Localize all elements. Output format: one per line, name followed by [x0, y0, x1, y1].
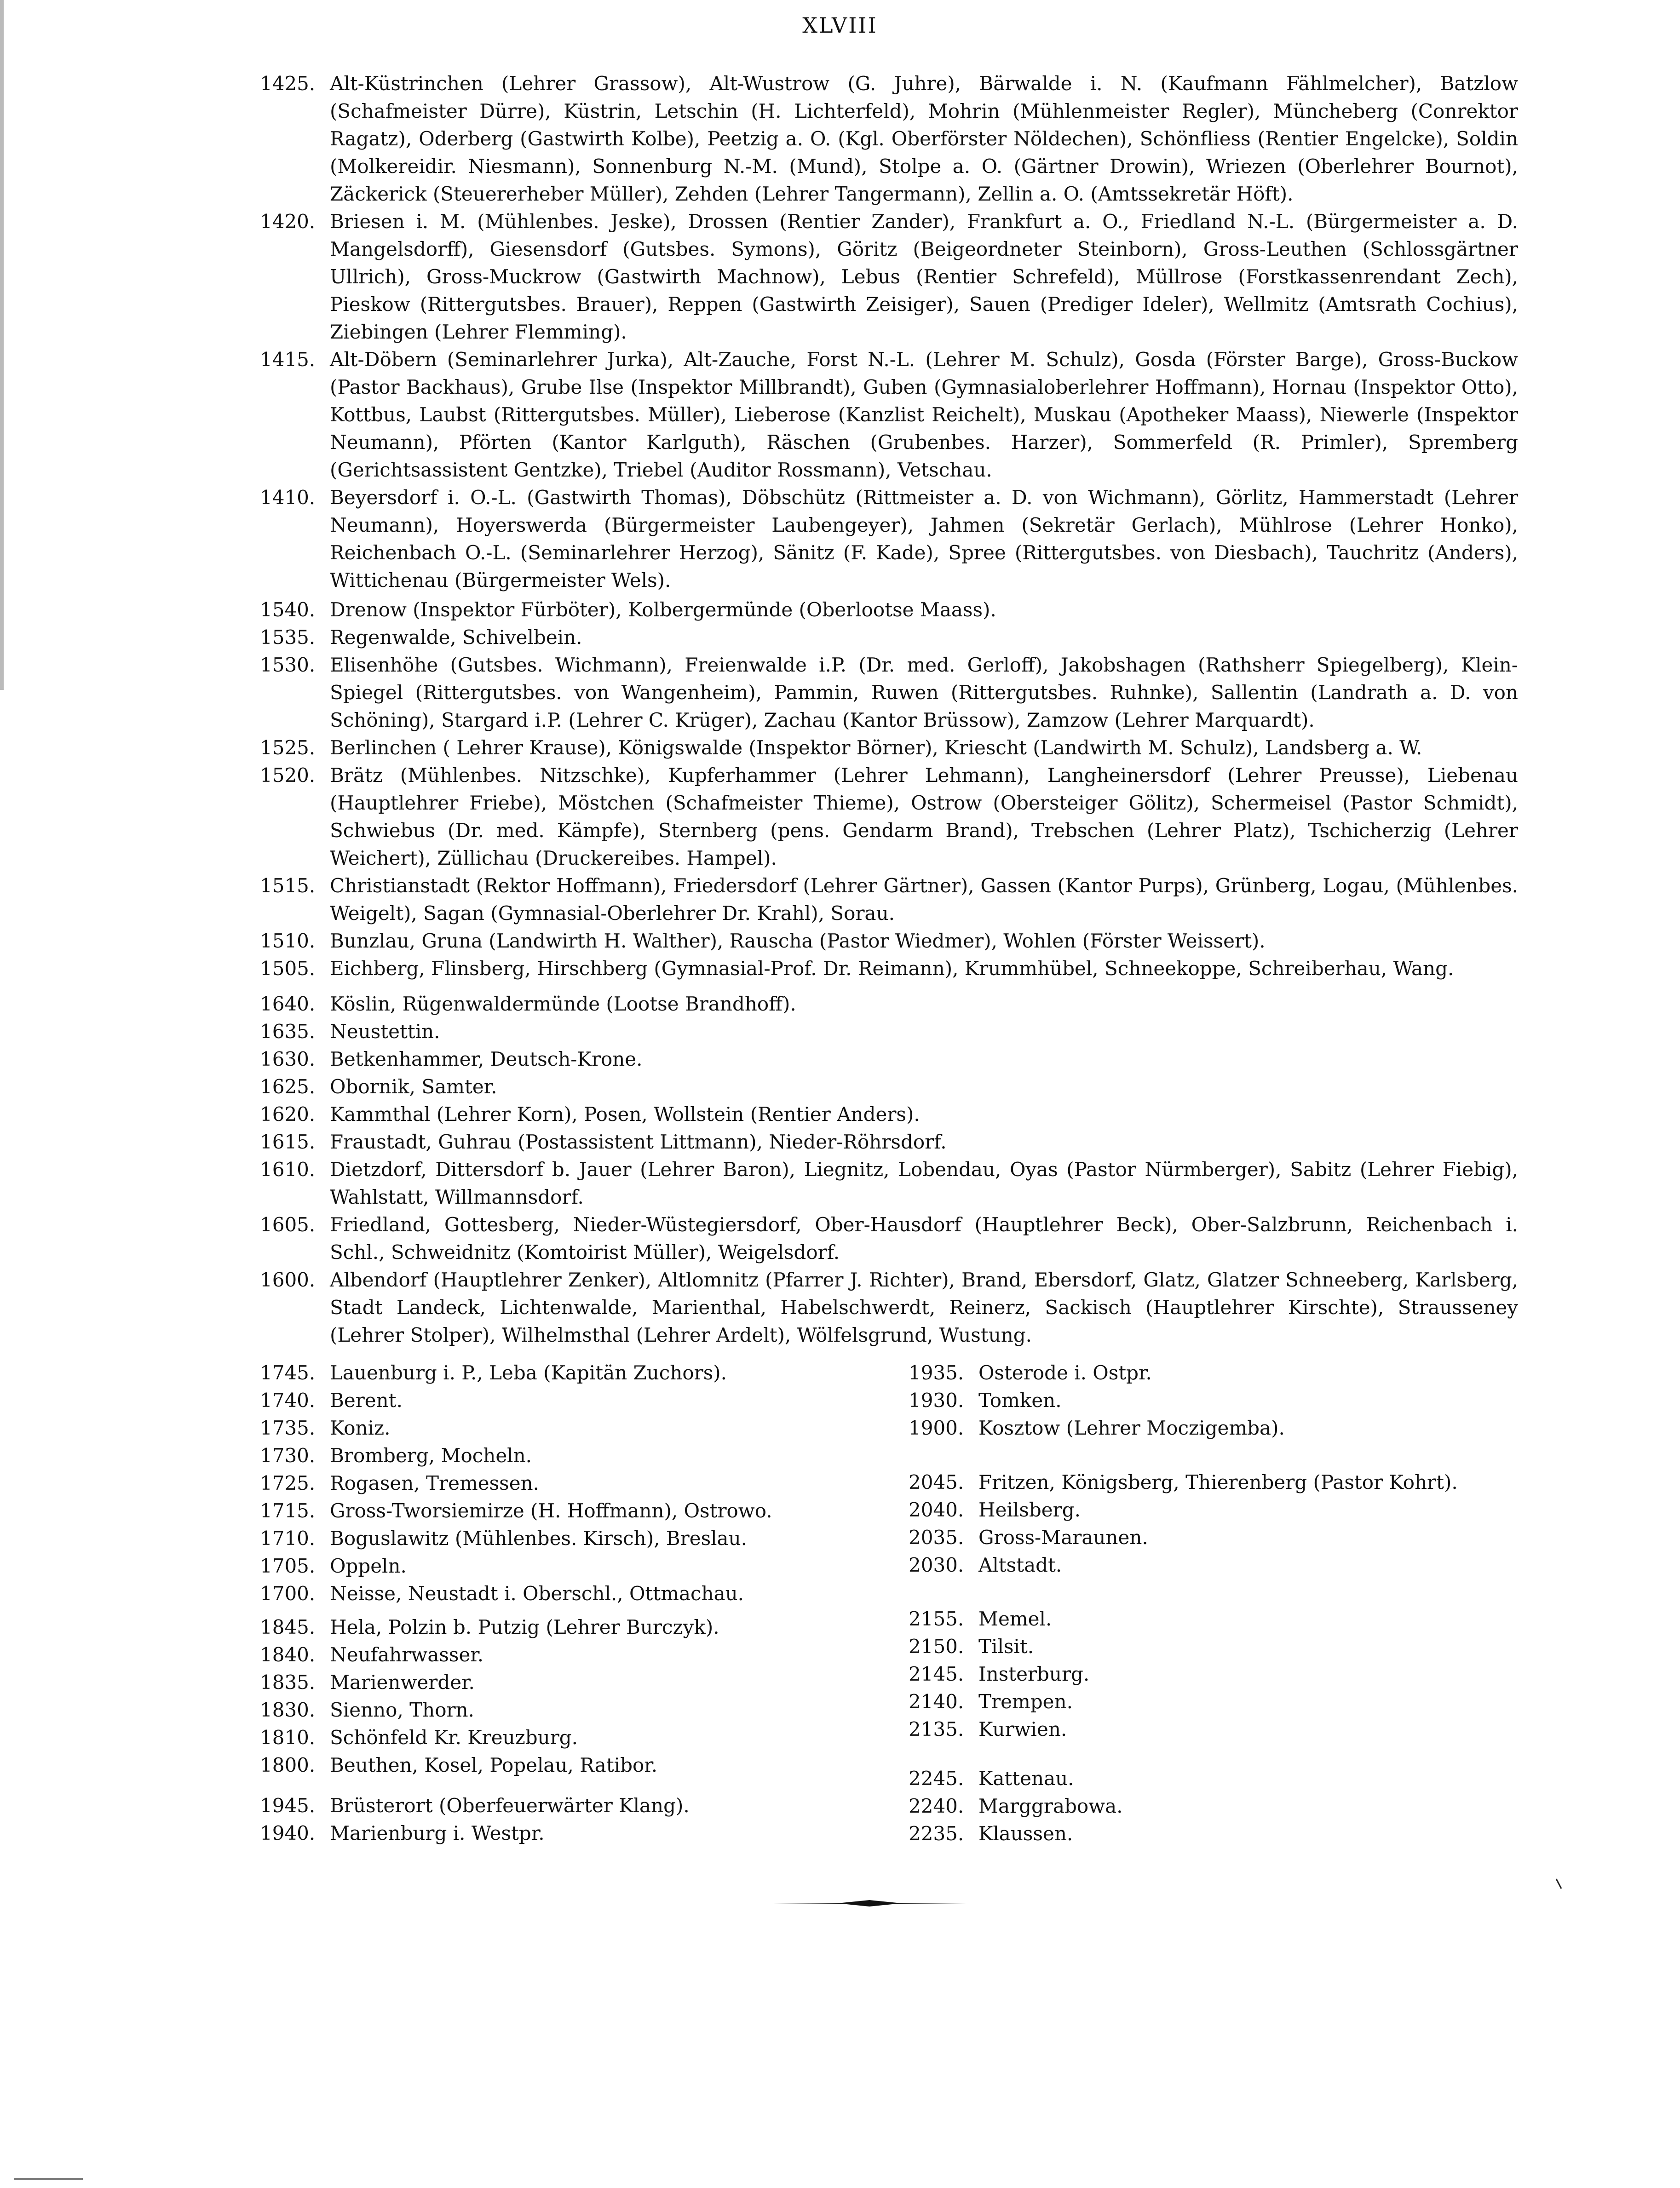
list-item: [909, 1359, 1520, 1387]
scan-edge-mark: [0, 0, 4, 690]
entry-text: Marggrabowa.: [978, 1795, 1123, 1817]
entry-text: Heilsberg.: [978, 1499, 1081, 1521]
end-ornament: [773, 1898, 966, 1909]
list-item: [260, 1614, 895, 1641]
list-item: [260, 1525, 895, 1552]
entry-code: 1730.: [260, 1444, 316, 1467]
right-column-group-2: [909, 1469, 1520, 1579]
entry-text: Dietzdorf, Dittersdorf b. Jauer (Lehrer Baron), Liegnitz, Lobendau, Oyas (Pastor Nürmberger), Sabitz (Lehrer Fiebig), Wahlstatt, Willmannsdorf.: [330, 1158, 1518, 1208]
entry-text: Marienburg i. Westpr.: [330, 1822, 545, 1844]
list-item: [260, 1696, 895, 1724]
entry-text: Bunzlau, Gruna (Landwirth H. Walther), Rauscha (Pastor Wiedmer), Wohlen (Förster Weissert).: [330, 930, 1266, 952]
entry-code: 1800.: [260, 1754, 316, 1776]
entry-code: 2245.: [909, 1767, 964, 1790]
entry-code: 1930.: [909, 1389, 964, 1412]
list-item: [260, 346, 1518, 484]
entry-text: Insterburg.: [978, 1663, 1090, 1685]
entry-text: Neufahrwasser.: [330, 1643, 484, 1666]
list-item: [909, 1387, 1520, 1414]
entry-text: Osterode i. Ostpr.: [978, 1361, 1152, 1384]
entry-code: 1840.: [260, 1643, 316, 1666]
entry-code: 1835.: [260, 1671, 316, 1694]
entry-code: 1705.: [260, 1555, 316, 1577]
entry-code: 2030.: [909, 1554, 964, 1576]
entry-code: 1535.: [260, 626, 316, 649]
entry-text: Elisenhöhe (Gutsbes. Wichmann), Freienwalde i.P. (Dr. med. Gerloff), Jakobshagen (Rathsherr Spiegelberg), Klein-Spiegel (Rittergutsbes. von Wangenheim), Pammin, Ruwen (Rittergutsbes. Ruhnke), Sallentin (Landrath a. D. von Schöning), Stargard i.P. (Lehrer C. Krüger), Zachau (Kantor Brüssow), Zamzow (Lehrer Marquardt).: [330, 654, 1518, 731]
entry-text: Altstadt.: [978, 1554, 1062, 1576]
entry-code: 1600.: [260, 1269, 316, 1291]
list-item: [260, 1359, 895, 1387]
entry-text: Kattenau.: [978, 1767, 1074, 1790]
entry-text: Koniz.: [330, 1417, 391, 1439]
list-item: [260, 1414, 895, 1442]
list-item: [260, 1045, 1518, 1073]
section-brandenburg-lausitz: [260, 70, 1518, 594]
list-item: [260, 484, 1518, 594]
entry-text: Marienwerder.: [330, 1671, 475, 1694]
entry-text: Kurwien.: [978, 1718, 1067, 1740]
entry-text: Klaussen.: [978, 1822, 1073, 1845]
entry-code: 1940.: [260, 1822, 316, 1844]
entry-code: 1945.: [260, 1794, 316, 1817]
entry-code: 1420.: [260, 210, 316, 233]
list-item: [909, 1496, 1520, 1524]
entry-text: Albendorf (Hauptlehrer Zenker), Altlomnitz (Pfarrer J. Richter), Brand, Ebersdorf, Glatz, Glatzer Schneeberg, Karlsberg, Stadt Landeck, Lichtenwalde, Marienthal, Habelschwerdt, Reinerz, Sackisch (Hauptlehrer Kirschte), Strausseney (Lehrer Stolper), Wilhelmsthal (Lehrer Ardelt), Wölfelsgrund, Wustung.: [330, 1269, 1518, 1346]
list-item: [260, 1552, 895, 1580]
entry-text: Tomken.: [978, 1389, 1062, 1412]
entry-text: Trempen.: [978, 1690, 1073, 1713]
list-item: [260, 762, 1518, 872]
entry-code: 1745.: [260, 1361, 316, 1384]
entry-code: 1515.: [260, 874, 316, 897]
entry-code: 2140.: [909, 1690, 964, 1713]
list-item: [260, 990, 1518, 1018]
list-item: [260, 208, 1518, 346]
entry-text: Memel.: [978, 1608, 1052, 1630]
entry-code: 1935.: [909, 1361, 964, 1384]
list-item: [260, 1470, 895, 1497]
entry-text: Kammthal (Lehrer Korn), Posen, Wollstein (Rentier Anders).: [330, 1103, 920, 1126]
entry-code: 1740.: [260, 1389, 316, 1412]
entry-code: 1605.: [260, 1213, 316, 1236]
entry-code: 1700.: [260, 1582, 316, 1605]
entry-code: 1620.: [260, 1103, 316, 1126]
entry-code: 1530.: [260, 654, 316, 676]
entry-code: 1520.: [260, 764, 316, 787]
page-number: XLVIII: [802, 13, 878, 38]
entry-text: Regenwalde, Schivelbein.: [330, 626, 582, 649]
entry-text: Neustettin.: [330, 1020, 440, 1043]
entry-text: Lauenburg i. P., Leba (Kapitän Zuchors).: [330, 1361, 727, 1384]
entry-code: 1810.: [260, 1726, 316, 1749]
list-item: [260, 1156, 1518, 1211]
entry-text: Tilsit.: [978, 1635, 1034, 1658]
list-item: [909, 1660, 1520, 1688]
entry-code: 1735.: [260, 1417, 316, 1439]
list-item: [260, 734, 1518, 762]
right-column-group-3: [909, 1605, 1520, 1743]
entry-code: 1635.: [260, 1020, 316, 1043]
entry-code: 1615.: [260, 1131, 316, 1153]
list-item: [909, 1765, 1520, 1792]
entry-text: Betkenhammer, Deutsch-Krone.: [330, 1048, 643, 1070]
entry-code: 1625.: [260, 1075, 316, 1098]
entry-text: Köslin, Rügenwaldermünde (Lootse Brandhoff).: [330, 993, 796, 1015]
entry-code: 2135.: [909, 1718, 964, 1740]
entry-code: 1415.: [260, 348, 316, 371]
list-item: [909, 1469, 1520, 1496]
entry-code: 2240.: [909, 1795, 964, 1817]
entry-text: Friedland, Gottesberg, Nieder-Wüstegiersdorf, Ober-Hausdorf (Hauptlehrer Beck), Ober-Salzbrunn, Reichenbach i. Schl., Schweidnitz (Komtoirist Müller), Weigelsdorf.: [330, 1213, 1518, 1263]
entry-code: 1425.: [260, 72, 316, 95]
entry-text: Eichberg, Flinsberg, Hirschberg (Gymnasial-Prof. Dr. Reimann), Krummhübel, Schneekoppe, Schreiberhau, Wang.: [330, 957, 1454, 980]
left-column-group-1: [260, 1359, 895, 1608]
list-item: [260, 1211, 1518, 1266]
entry-text: Berlinchen ( Lehrer Krause), Königswalde (Inspektor Börner), Kriescht (Landwirth M. Schulz), Landsberg a. W.: [330, 736, 1422, 759]
entry-code: 1640.: [260, 993, 316, 1015]
list-item: [260, 1792, 895, 1820]
entry-text: Boguslawitz (Mühlenbes. Kirsch), Breslau.: [330, 1527, 747, 1550]
entry-text: Brätz (Mühlenbes. Nitzschke), Kupferhammer (Lehrer Lehmann), Langheinersdorf (Lehrer Preusse), Liebenau (Hauptlehrer Friebe), Möstchen (Schafmeister Thieme), Ostrow (Obersteiger Gölitz), Schermeisel (Pastor Schmidt), Schwiebus (Dr. med. Kämpfe), Sternberg (pens. Gendarm Brand), Trebschen (Lehrer Platz), Tschicherzig (Lehrer Weichert), Züllichau (Druckereibes. Hampel).: [330, 764, 1518, 869]
section-posen-schlesien: [260, 990, 1518, 1349]
entry-text: Christianstadt (Rektor Hoffmann), Friedersdorf (Lehrer Gärtner), Gassen (Kantor Purps), Grünberg, Logau, (Mühlenbes. Weigelt), Sagan (Gymnasial-Oberlehrer Dr. Krahl), Sorau.: [330, 874, 1518, 925]
list-item: [260, 1128, 1518, 1156]
left-column-group-3: [260, 1792, 895, 1847]
list-item: [260, 624, 1518, 651]
list-item: [909, 1820, 1520, 1848]
list-item: [260, 70, 1518, 208]
entry-text: Brüsterort (Oberfeuerwärter Klang).: [330, 1794, 690, 1817]
list-item: [909, 1633, 1520, 1660]
entry-text: Beyersdorf i. O.-L. (Gastwirth Thomas), Döbschütz (Rittmeister a. D. von Wichmann), Görlitz, Hammerstadt (Lehrer Neumann), Hoyerswerda (Bürgermeister Laubengeyer), Jahmen (Sekretär Gerlach), Mühlrose (Lehrer Honko), Reichenbach O.-L. (Seminarlehrer Herzog), Sänitz (F. Kade), Spree (Rittergutsbes. von Diesbach), Tauchritz (Anders), Wittichenau (Bürgermeister Wels).: [330, 486, 1518, 592]
entry-code: 1510.: [260, 930, 316, 952]
entry-text: Gross-Maraunen.: [978, 1526, 1148, 1549]
list-item: [909, 1688, 1520, 1716]
entry-text: Bromberg, Mocheln.: [330, 1444, 532, 1467]
list-item: [260, 1724, 895, 1752]
scan-footer-line: [14, 2178, 83, 2180]
entry-text: Fraustadt, Guhrau (Postassistent Littmann), Nieder-Röhrsdorf.: [330, 1131, 947, 1153]
entry-code: 2040.: [909, 1499, 964, 1521]
list-item: [909, 1792, 1520, 1820]
entry-text: Drenow (Inspektor Fürböter), Kolbergermünde (Oberlootse Maass).: [330, 598, 996, 621]
entry-text: Berent.: [330, 1389, 403, 1412]
list-item: [260, 927, 1518, 955]
stray-mark: [1556, 1878, 1562, 1889]
list-item: [260, 1752, 895, 1779]
entry-text: Beuthen, Kosel, Popelau, Ratibor.: [330, 1754, 658, 1776]
list-item: [260, 1580, 895, 1608]
list-item: [260, 955, 1518, 982]
entry-code: 1725.: [260, 1472, 316, 1494]
list-item: [909, 1524, 1520, 1551]
entry-code: 1610.: [260, 1158, 316, 1181]
entry-code: 1630.: [260, 1048, 316, 1070]
list-item: [260, 1442, 895, 1470]
entry-text: Kosztow (Lehrer Moczigemba).: [978, 1417, 1285, 1439]
entry-code: 2155.: [909, 1608, 964, 1630]
list-item: [260, 651, 1518, 734]
list-item: [260, 1641, 895, 1669]
entry-text: Hela, Polzin b. Putzig (Lehrer Burczyk).: [330, 1616, 719, 1638]
entry-code: 2045.: [909, 1471, 964, 1493]
entry-text: Rogasen, Tremessen.: [330, 1472, 539, 1494]
list-item: [909, 1414, 1520, 1442]
entry-text: Fritzen, Königsberg, Thierenberg (Pastor Kohrt).: [978, 1471, 1458, 1493]
left-column-group-2: [260, 1614, 895, 1779]
list-item: [260, 1266, 1518, 1349]
list-item: [260, 596, 1518, 624]
entry-code: 1830.: [260, 1699, 316, 1721]
entry-text: Obornik, Samter.: [330, 1075, 497, 1098]
entry-text: Sienno, Thorn.: [330, 1699, 474, 1721]
entry-text: Alt-Küstrinchen (Lehrer Grassow), Alt-Wustrow (G. Juhre), Bärwalde i. N. (Kaufmann Fählmelcher), Batzlow (Schafmeister Dürre), Küstrin, Letschin (H. Lichterfeld), Mohrin (Mühlenmeister Regler), Müncheberg (Conrektor Ragatz), Oderberg (Gastwirth Kolbe), Peetzig a. O. (Kgl. Oberförster Nöldechen), Schönfliess (Rentier Engelcke), Soldin (Molkereidir. Niesmann), Sonnenburg N.-M. (Mund), Stolpe a. O. (Gärtner Drowin), Wriezen (Oberlehrer Bournot), Zäckerick (Steuererheber Müller), Zehden (Lehrer Tangermann), Zellin a. O. (Amtssekretär Höft).: [330, 72, 1518, 205]
list-item: [909, 1605, 1520, 1633]
entry-text: Briesen i. M. (Mühlenbes. Jeske), Drossen (Rentier Zander), Frankfurt a. O., Friedland N.-L. (Bürgermeister a. D. Mangelsdorff), Giesensdorf (Gutsbes. Symons), Göritz (Beigeordneter Steinborn), Gross-Leuthen (Schlossgärtner Ullrich), Gross-Muckrow (Gastwirth Machnow), Lebus (Rentier Schrefeld), Müllrose (Forstkassenrendant Zech), Pieskow (Rittergutsbes. Brauer), Reppen (Gastwirth Zeisiger), Sauen (Prediger Ideler), Wellmitz (Amtsrath Cochius), Ziebingen (Lehrer Flemming).: [330, 210, 1518, 343]
right-column-group-4: [909, 1765, 1520, 1848]
entry-code: 1900.: [909, 1417, 964, 1439]
list-item: [260, 1820, 895, 1847]
list-item: [260, 1018, 1518, 1045]
entry-code: 1715.: [260, 1499, 316, 1522]
list-item: [909, 1551, 1520, 1579]
list-item: [260, 1073, 1518, 1101]
entry-code: 1410.: [260, 486, 316, 509]
entry-code: 2145.: [909, 1663, 964, 1685]
entry-code: 2150.: [909, 1635, 964, 1658]
right-column-group-1: [909, 1359, 1520, 1442]
section-pommern-neumark-schlesien: [260, 596, 1518, 982]
entry-code: 1525.: [260, 736, 316, 759]
entry-code: 2035.: [909, 1526, 964, 1549]
list-item: [260, 1387, 895, 1414]
list-item: [260, 872, 1518, 927]
entry-code: 1540.: [260, 598, 316, 621]
entry-code: 1505.: [260, 957, 316, 980]
entry-code: 2235.: [909, 1822, 964, 1845]
list-item: [909, 1716, 1520, 1743]
entry-text: Alt-Döbern (Seminarlehrer Jurka), Alt-Zauche, Forst N.-L. (Lehrer M. Schulz), Gosda (Förster Barge), Gross-Buckow (Pastor Backhaus), Grube Ilse (Inspektor Millbrandt), Guben (Gymnasialoberlehrer Hoffmann), Hornau (Inspektor Otto), Kottbus, Laubst (Rittergutsbes. Müller), Lieberose (Kanzlist Reichelt), Muskau (Apotheker Maass), Niewerle (Inspektor Neumann), Pförten (Kantor Karlguth), Räschen (Grubenbes. Harzer), Sommerfeld (R. Primler), Spremberg (Gerichtsassistent Gentzke), Triebel (Auditor Rossmann), Vetschau.: [330, 348, 1518, 481]
entry-text: Gross-Tworsiemirze (H. Hoffmann), Ostrowo.: [330, 1499, 772, 1522]
entry-text: Neisse, Neustadt i. Oberschl., Ottmachau.: [330, 1582, 744, 1605]
list-item: [260, 1669, 895, 1696]
list-item: [260, 1101, 1518, 1128]
entry-text: Schönfeld Kr. Kreuzburg.: [330, 1726, 578, 1749]
list-item: [260, 1497, 895, 1525]
entry-code: 1845.: [260, 1616, 316, 1638]
entry-code: 1710.: [260, 1527, 316, 1550]
entry-text: Oppeln.: [330, 1555, 407, 1577]
